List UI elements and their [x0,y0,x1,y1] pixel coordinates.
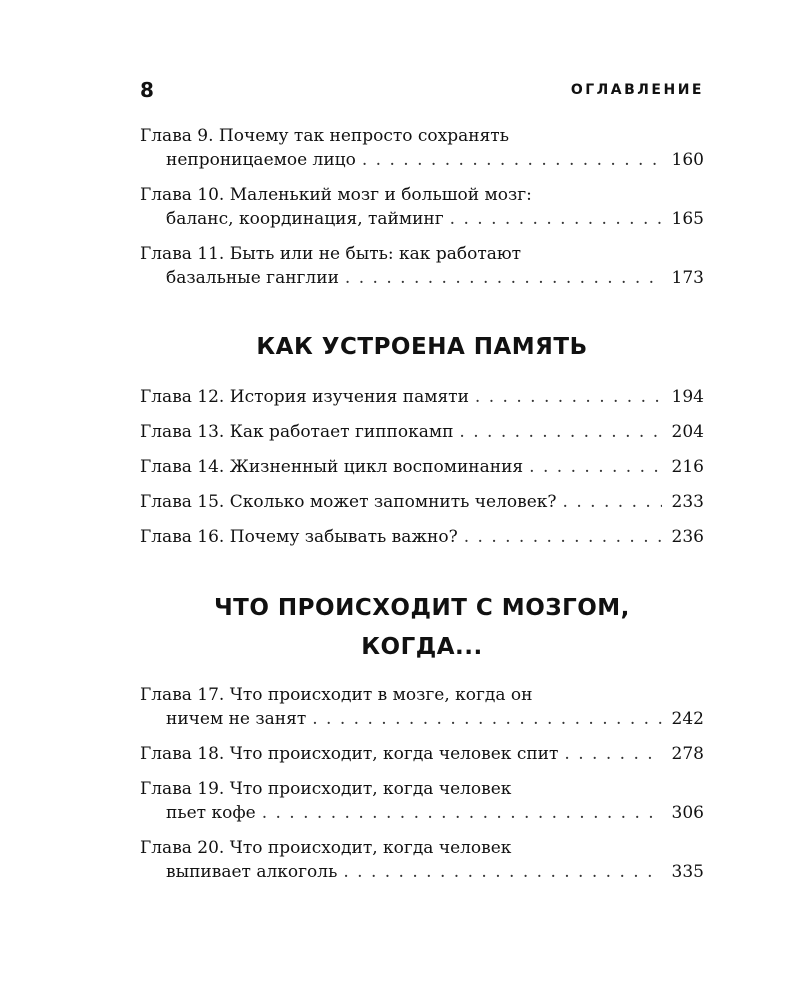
toc-entry-title-continued: баланс, координация, тайминг [166,209,444,229]
toc-entry-title: Глава 9. Почему так непросто сохранять [140,126,509,146]
toc-entry-page: 160 [671,150,704,170]
toc-entry-title-continued: пьет кофе [166,803,256,823]
toc-entry-title-continued: выпивает алкоголь [166,862,338,882]
toc-entry-chapter-15[interactable] [140,490,704,514]
toc-entry-chapter-9[interactable] [140,124,704,172]
toc-entry-chapter-16[interactable] [140,525,704,549]
toc-entry-page: 165 [671,209,704,229]
dot-leader [464,525,662,549]
toc-entry-title: Глава 19. Что происходит, когда человек [140,779,512,799]
toc-entry-chapter-17[interactable] [140,683,704,731]
toc-entry-page: 233 [671,492,704,512]
toc-entry-title: Глава 13. Как работает гиппокамп [140,422,454,442]
section-title-brain: ЧТО ПРОИСХОДИТ С МОЗГОМ, КОГДА... [214,595,630,660]
toc-entry-chapter-18[interactable] [140,742,704,766]
toc-entry-title-continued: ничем не занят [166,709,307,729]
dot-leader [475,385,662,409]
toc-entry-chapter-10[interactable] [140,183,704,231]
dot-leader [563,490,662,514]
toc-entry-chapter-12[interactable] [140,385,704,409]
dot-leader [343,860,661,884]
toc-entry-title-continued: непроницаемое лицо [166,150,356,170]
dot-leader [564,742,661,766]
toc-entry-page: 216 [671,457,704,477]
table-of-contents [140,124,704,895]
toc-entry-title: Глава 17. Что происходит в мозге, когда он [140,685,533,705]
toc-entry-title: Глава 10. Маленький мозг и большой мозг: [140,185,532,205]
dot-leader [362,148,662,172]
toc-entry-title: Глава 18. Что происходит, когда человек спит [140,744,559,764]
toc-entry-chapter-14[interactable] [140,455,704,479]
dot-leader [529,455,661,479]
toc-entry-page: 173 [671,268,704,288]
dot-leader [312,707,661,731]
toc-entry-title: Глава 15. Сколько может запомнить человек? [140,492,557,512]
toc-entry-title: Глава 12. История изучения памяти [140,387,469,407]
running-head: ОГЛАВЛЕНИЕ [570,82,704,98]
dot-leader [459,420,661,444]
toc-entry-chapter-19[interactable] [140,777,704,825]
toc-entry-chapter-20[interactable] [140,836,704,884]
toc-entry-title: Глава 14. Жизненный цикл воспоминания [140,457,524,477]
toc-entry-chapter-13[interactable] [140,420,704,444]
toc-entry-title: Глава 16. Почему забывать важно? [140,527,458,547]
dot-leader [450,207,662,231]
toc-entry-page: 194 [671,387,704,407]
section-title-memory: КАК УСТРОЕНА ПАМЯТЬ [256,334,588,360]
toc-entry-chapter-11[interactable] [140,242,704,290]
dot-leader [345,266,662,290]
toc-entry-page: 306 [671,803,704,823]
toc-entry-title: Глава 11. Быть или не быть: как работают [140,244,522,264]
toc-entry-title-continued: базальные ганглии [166,268,339,288]
toc-entry-page: 242 [671,709,704,729]
toc-entry-page: 204 [671,422,704,442]
page-number: 8 [140,78,155,102]
toc-entry-page: 278 [671,744,704,764]
toc-entry-page: 236 [671,527,704,547]
toc-entry-title: Глава 20. Что происходит, когда человек [140,838,512,858]
toc-entry-page: 335 [671,862,704,882]
dot-leader [262,801,662,825]
